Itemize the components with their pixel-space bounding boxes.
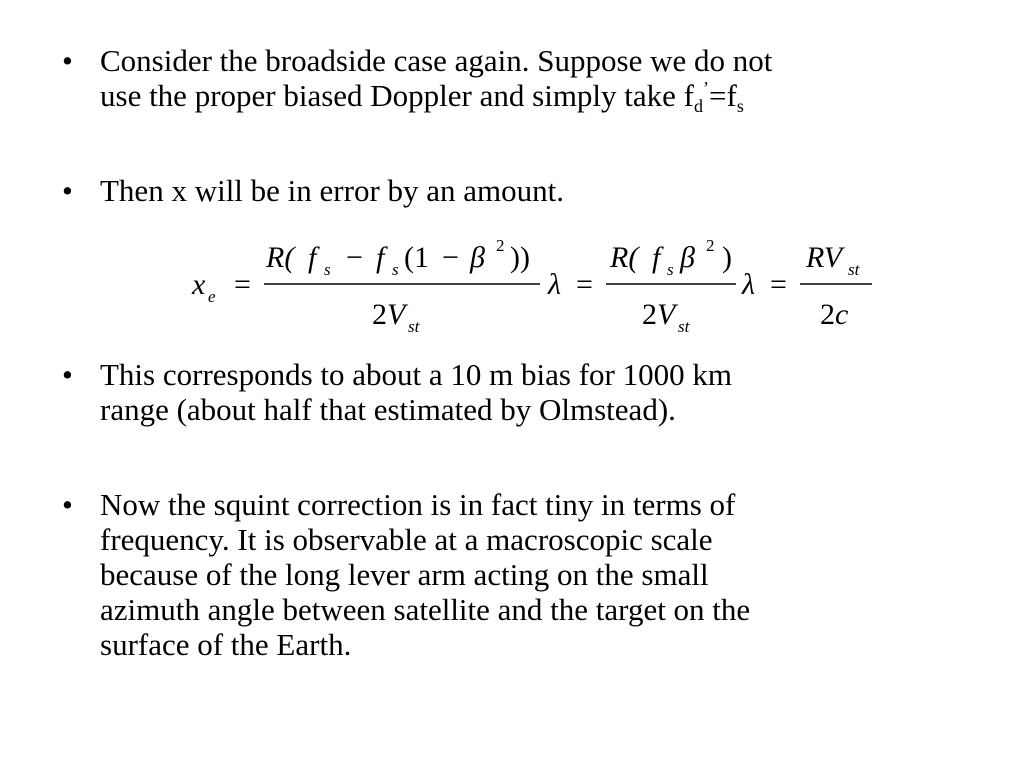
bullet-marker: •: [62, 357, 73, 392]
eq-f2-num-beta: β: [680, 241, 695, 274]
eq-f2-num-s: s: [667, 260, 674, 279]
eq-f3-num-var: RV: [806, 241, 843, 274]
eq-f1-num-R: R(: [266, 241, 295, 274]
equation-svg: [0, 228, 1024, 338]
eq-f1-num-paren2: )): [510, 241, 530, 274]
eq-f1-num-f1: f: [308, 241, 317, 274]
bullet-line: range (about half that estimated by Olmstead).: [100, 392, 676, 427]
eq-lhs-var: x: [192, 268, 206, 301]
eq-lambda-2: λ: [742, 268, 755, 301]
bullet-text: [100, 487, 962, 662]
eq-f2-den-coef: 2: [642, 298, 657, 331]
bullet-marker: •: [62, 487, 73, 522]
eq-f1-den-var: V: [387, 298, 406, 331]
bullet-line: surface of the Earth.: [100, 627, 352, 662]
equals-f: =f: [709, 78, 737, 113]
eq-f3-den-var: c: [835, 298, 849, 331]
eq-equals-2: =: [576, 268, 593, 301]
eq-f1-num-s1: s: [324, 260, 331, 279]
bullet-text: Then x will be in error by an amount.: [100, 173, 565, 208]
bullet-text: [100, 357, 962, 427]
eq-lhs-sub: e: [208, 287, 216, 306]
bullet-line: Consider the broadside case again. Suppose we do not: [100, 43, 773, 78]
bullet-text: [100, 43, 962, 116]
subscript-d: d: [694, 96, 703, 116]
eq-f1-den-coef: 2: [372, 298, 387, 331]
eq-f1-num-f2: f: [376, 241, 385, 274]
bullet-item-1: [62, 43, 962, 116]
eq-f1-num-beta: β: [470, 241, 485, 274]
eq-f2-num-sup2: 2: [706, 236, 715, 255]
eq-f1-den-sub: st: [408, 317, 420, 336]
bullet-marker: •: [62, 173, 73, 208]
subscript-s: s: [736, 96, 744, 116]
eq-f1-num-s2: s: [392, 260, 399, 279]
error-equation: [0, 228, 1024, 338]
bullet-item-2: [62, 173, 962, 208]
eq-f1-num-paren1: (1: [404, 241, 429, 274]
bullet-line: frequency. It is observable at a macroscopic scale: [100, 522, 713, 557]
bullet-line: Now the squint correction is in fact tiny in terms of: [100, 487, 736, 522]
bullet-line: This corresponds to about a 10 m bias for 1000 km: [100, 357, 732, 392]
eq-f1-num-minus1: −: [346, 241, 363, 274]
bullet-line: azimuth angle between satellite and the target on the: [100, 592, 751, 627]
bullet-line: use the proper biased Doppler and simply take f: [100, 78, 694, 113]
eq-equals-1: =: [234, 268, 251, 301]
eq-f3-num-sub: st: [848, 260, 860, 279]
eq-f2-den-var: V: [657, 298, 676, 331]
eq-f2-num-f: f: [652, 241, 661, 274]
eq-f2-num-R: R(: [610, 241, 639, 274]
bullet-item-4: [62, 487, 962, 662]
bullet-marker: •: [62, 43, 73, 78]
bullet-line: because of the long lever arm acting on the small: [100, 557, 709, 592]
eq-f2-den-sub: st: [678, 317, 690, 336]
eq-f1-num-sup2: 2: [496, 236, 505, 255]
prime-mark: ’: [703, 78, 709, 98]
eq-f3-den-coef: 2: [820, 298, 835, 331]
eq-f1-num-minus2: −: [442, 241, 459, 274]
eq-f2-num-paren: ): [722, 241, 732, 274]
eq-equals-3: =: [770, 268, 787, 301]
eq-lambda-1: λ: [548, 268, 561, 301]
bullet-item-3: [62, 357, 962, 427]
